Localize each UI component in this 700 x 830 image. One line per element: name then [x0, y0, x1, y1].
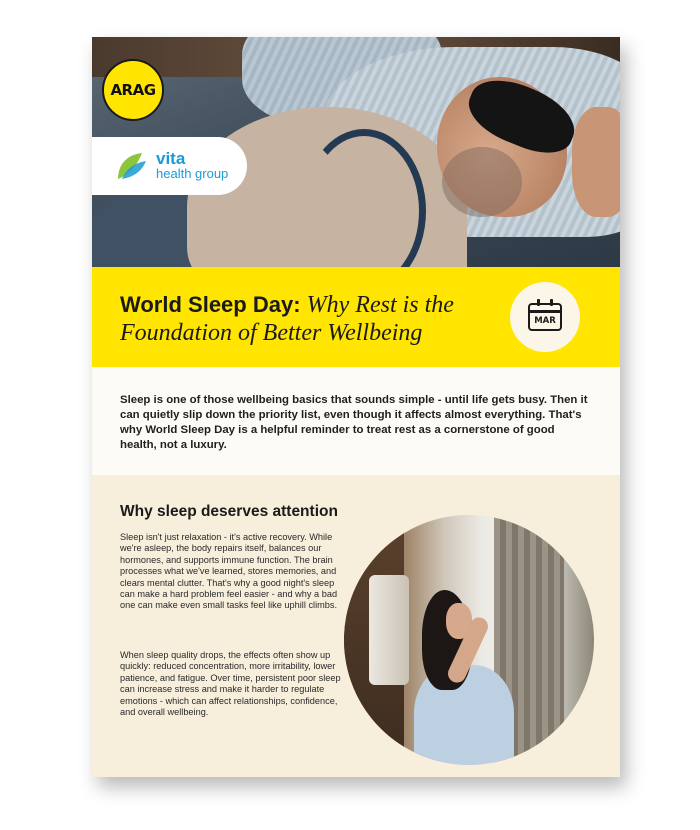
sleep-attention-section — [92, 475, 620, 777]
vita-health-group-logo — [92, 137, 247, 195]
title-plain: World Sleep Day: — [120, 292, 301, 317]
section-heading: Why sleep deserves attention — [120, 503, 338, 520]
calendar-month: MAR — [534, 316, 556, 326]
hero-photo — [92, 37, 620, 267]
hanging-clothes — [369, 575, 409, 685]
arag-logo-text: ARAG — [110, 81, 156, 99]
calendar-badge — [510, 282, 580, 352]
section-paragraph-2: When sleep quality drops, the effects often show up quickly: reduced concentration, more irritability, lower patience, and fatigue. Over time, persistent poor sleep can increase stress and make it harder to regulate emotions - which can affect relationships, confidence, and overall wellbeing. — [120, 650, 341, 718]
section-paragraph-1: Sleep isn't just relaxation - it's active recovery. While we're asleep, the body repairs itself, balances our hormones, and supports immune function. The brain processes what we've learned, stores memories, and clears mental clutter. That's why a good night's sleep can make a hard problem feel easier - and why a bad one can make even small tasks feel like uphill climbs. — [120, 532, 338, 611]
hand — [572, 107, 620, 217]
intro-text: Sleep is one of those wellbeing basics that sounds simple - until life gets busy. Then it can quietly slip down the priority list, even though it affects almost everything. That's why World Sleep Day is a helpful reminder to treat rest as a cornerstone of good health, not a luxury. — [120, 394, 588, 451]
title-italic: Why Rest is the Foundation of Better Wellbeing — [120, 292, 454, 346]
woman-at-window-photo — [344, 515, 594, 765]
vita-subtitle: health group — [156, 166, 229, 181]
vita-leaf-icon — [114, 149, 148, 183]
beard — [442, 147, 522, 217]
intro-section — [92, 367, 620, 475]
vita-name: vita — [156, 149, 186, 168]
title-band — [92, 267, 620, 367]
flyer-page — [92, 37, 620, 777]
arag-logo — [102, 59, 164, 121]
page-title — [120, 291, 500, 347]
calendar-icon — [528, 303, 562, 331]
